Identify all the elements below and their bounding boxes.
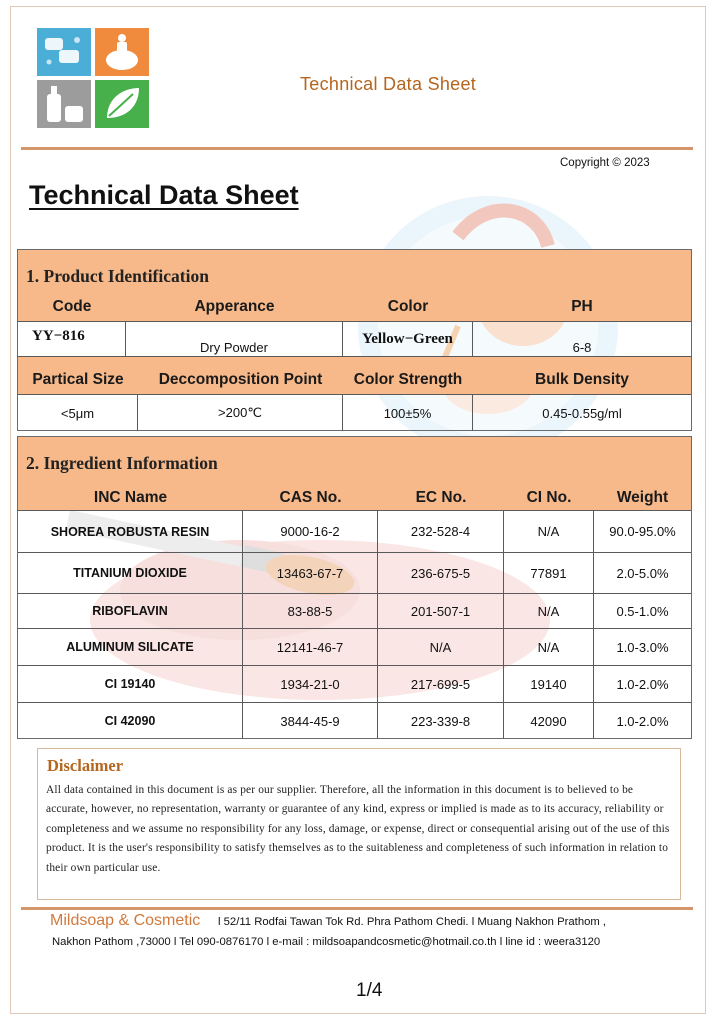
page-number: 1/4 (356, 980, 383, 1001)
ec-number: 236-675-5 (378, 553, 504, 593)
table-row (18, 628, 691, 665)
section-header (18, 437, 691, 479)
column-header: Deccomposition Point (158, 371, 323, 388)
ec-number: 223-339-8 (378, 703, 504, 739)
ingredient-name: ALUMINUM SILICATE (18, 629, 243, 665)
ci-number: N/A (504, 594, 594, 628)
table-row (18, 665, 691, 702)
column-header: Bulk Density (535, 371, 629, 388)
ec-number: 217-699-5 (378, 666, 504, 702)
section-header (18, 250, 691, 292)
color-strength-value: 100±5% (343, 395, 473, 431)
section-title: 2. Ingredient Information (26, 453, 218, 473)
cas-number: 3844-45-9 (243, 703, 378, 739)
footer-divider (21, 907, 693, 910)
weight-percent: 1.0-3.0% (616, 639, 669, 655)
ingredient-name: RIBOFLAVIN (18, 594, 243, 628)
footer-brand: Mildsoap & Cosmetic (50, 912, 201, 929)
cas-number: 13463-67-7 (243, 553, 378, 593)
ec-number: N/A (378, 629, 504, 665)
decomposition-value: >200℃ (138, 395, 343, 431)
leaf-icon (95, 80, 149, 128)
ec-number: 232-528-4 (378, 511, 504, 552)
weight-percent: 1.0-2.0% (616, 713, 669, 729)
ingredient-information-section (17, 436, 692, 739)
ci-number: 77891 (504, 553, 594, 593)
weight-percent: 0.5-1.0% (616, 603, 669, 619)
section-title: 1. Product Identification (26, 266, 209, 286)
ingredient-name: TITANIUM DIOXIDE (18, 553, 243, 593)
column-header: Partical Size (32, 371, 124, 388)
column-header: Weight (616, 488, 669, 506)
column-header: CAS No. (279, 488, 342, 506)
column-header: PH (571, 297, 593, 315)
ec-number: 201-507-1 (378, 594, 504, 628)
product-header-row (18, 292, 691, 321)
ci-number: 19140 (504, 666, 594, 702)
appearance-value: Dry Powder (126, 322, 343, 356)
table-row (18, 510, 691, 552)
company-logo (37, 28, 149, 128)
cas-number: 83-88-5 (243, 594, 378, 628)
column-header: Color (387, 297, 429, 315)
weight-percent: 1.0-2.0% (616, 676, 669, 692)
cas-number: 12141-46-7 (243, 629, 378, 665)
cas-number: 9000-16-2 (243, 511, 378, 552)
ci-number: 42090 (504, 703, 594, 739)
column-header: EC No. (415, 488, 467, 506)
footer-contact: Nakhon Pathom ,73000 l Tel 090-0876170 l e-mail : mildsoapandcosmetic@hotmail.co.th l line id : weera3120 (52, 936, 601, 948)
header-divider (21, 147, 693, 150)
copyright-text: Copyright © 2023 (560, 157, 650, 169)
ph-value: 6-8 (572, 340, 592, 355)
column-header: INC Name (93, 488, 168, 506)
disclaimer-text: All data contained in this document is as per our supplier. Therefore, all the information in this document is to believed to be accurate, however, no representation, warranty or guarantee of any kind, express or implied is made as to its accuracy, reliability or completeness and we assume no responsibility for any loss, damage, or expense, direct or consequential arising out of the use of this product. It is the user's responsibility to satisfy themselves as to the suitableness and completeness of such information in relation to their own particular use. (46, 784, 670, 874)
weight-percent: 2.0-5.0% (616, 565, 669, 581)
code-value: YY−816 (18, 322, 126, 356)
column-header: Code (52, 297, 92, 315)
bottles-icon (37, 80, 91, 128)
header-title: Technical Data Sheet (300, 74, 477, 94)
disclaimer-title: Disclaimer (47, 756, 124, 775)
table-row (18, 702, 691, 739)
product-value-row (18, 321, 691, 357)
ci-number: N/A (504, 511, 594, 552)
cas-number: 1934-21-0 (243, 666, 378, 702)
soap-bars-icon (37, 28, 91, 76)
ingredient-name: SHOREA ROBUSTA RESIN (18, 511, 243, 552)
particle-size-value: <5μm (18, 395, 138, 431)
bulk-density-value: 0.45-0.55g/ml (542, 405, 622, 421)
color-value: Yellow−Green (343, 322, 473, 356)
weight-percent: 90.0-95.0% (609, 524, 676, 539)
column-header: CI No. (526, 488, 572, 506)
product-value-row-2 (18, 394, 691, 431)
soap-bottle-icon (95, 28, 149, 76)
disclaimer-box (37, 748, 681, 900)
ingredient-name: CI 42090 (18, 703, 243, 739)
table-row (18, 552, 691, 593)
document-title: Technical Data Sheet (29, 180, 299, 210)
ci-number: N/A (504, 629, 594, 665)
column-header: Apperance (194, 297, 275, 315)
ingredient-header-row (18, 479, 691, 510)
column-header: Color Strength (353, 371, 463, 388)
table-row (18, 593, 691, 628)
product-header-row-2 (18, 357, 691, 394)
product-identification-section (17, 249, 692, 431)
footer-address: l 52/11 Rodfai Tawan Tok Rd. Phra Pathom Chedi. l Muang Nakhon Prathom , (218, 916, 607, 928)
ingredient-name: CI 19140 (18, 666, 243, 702)
